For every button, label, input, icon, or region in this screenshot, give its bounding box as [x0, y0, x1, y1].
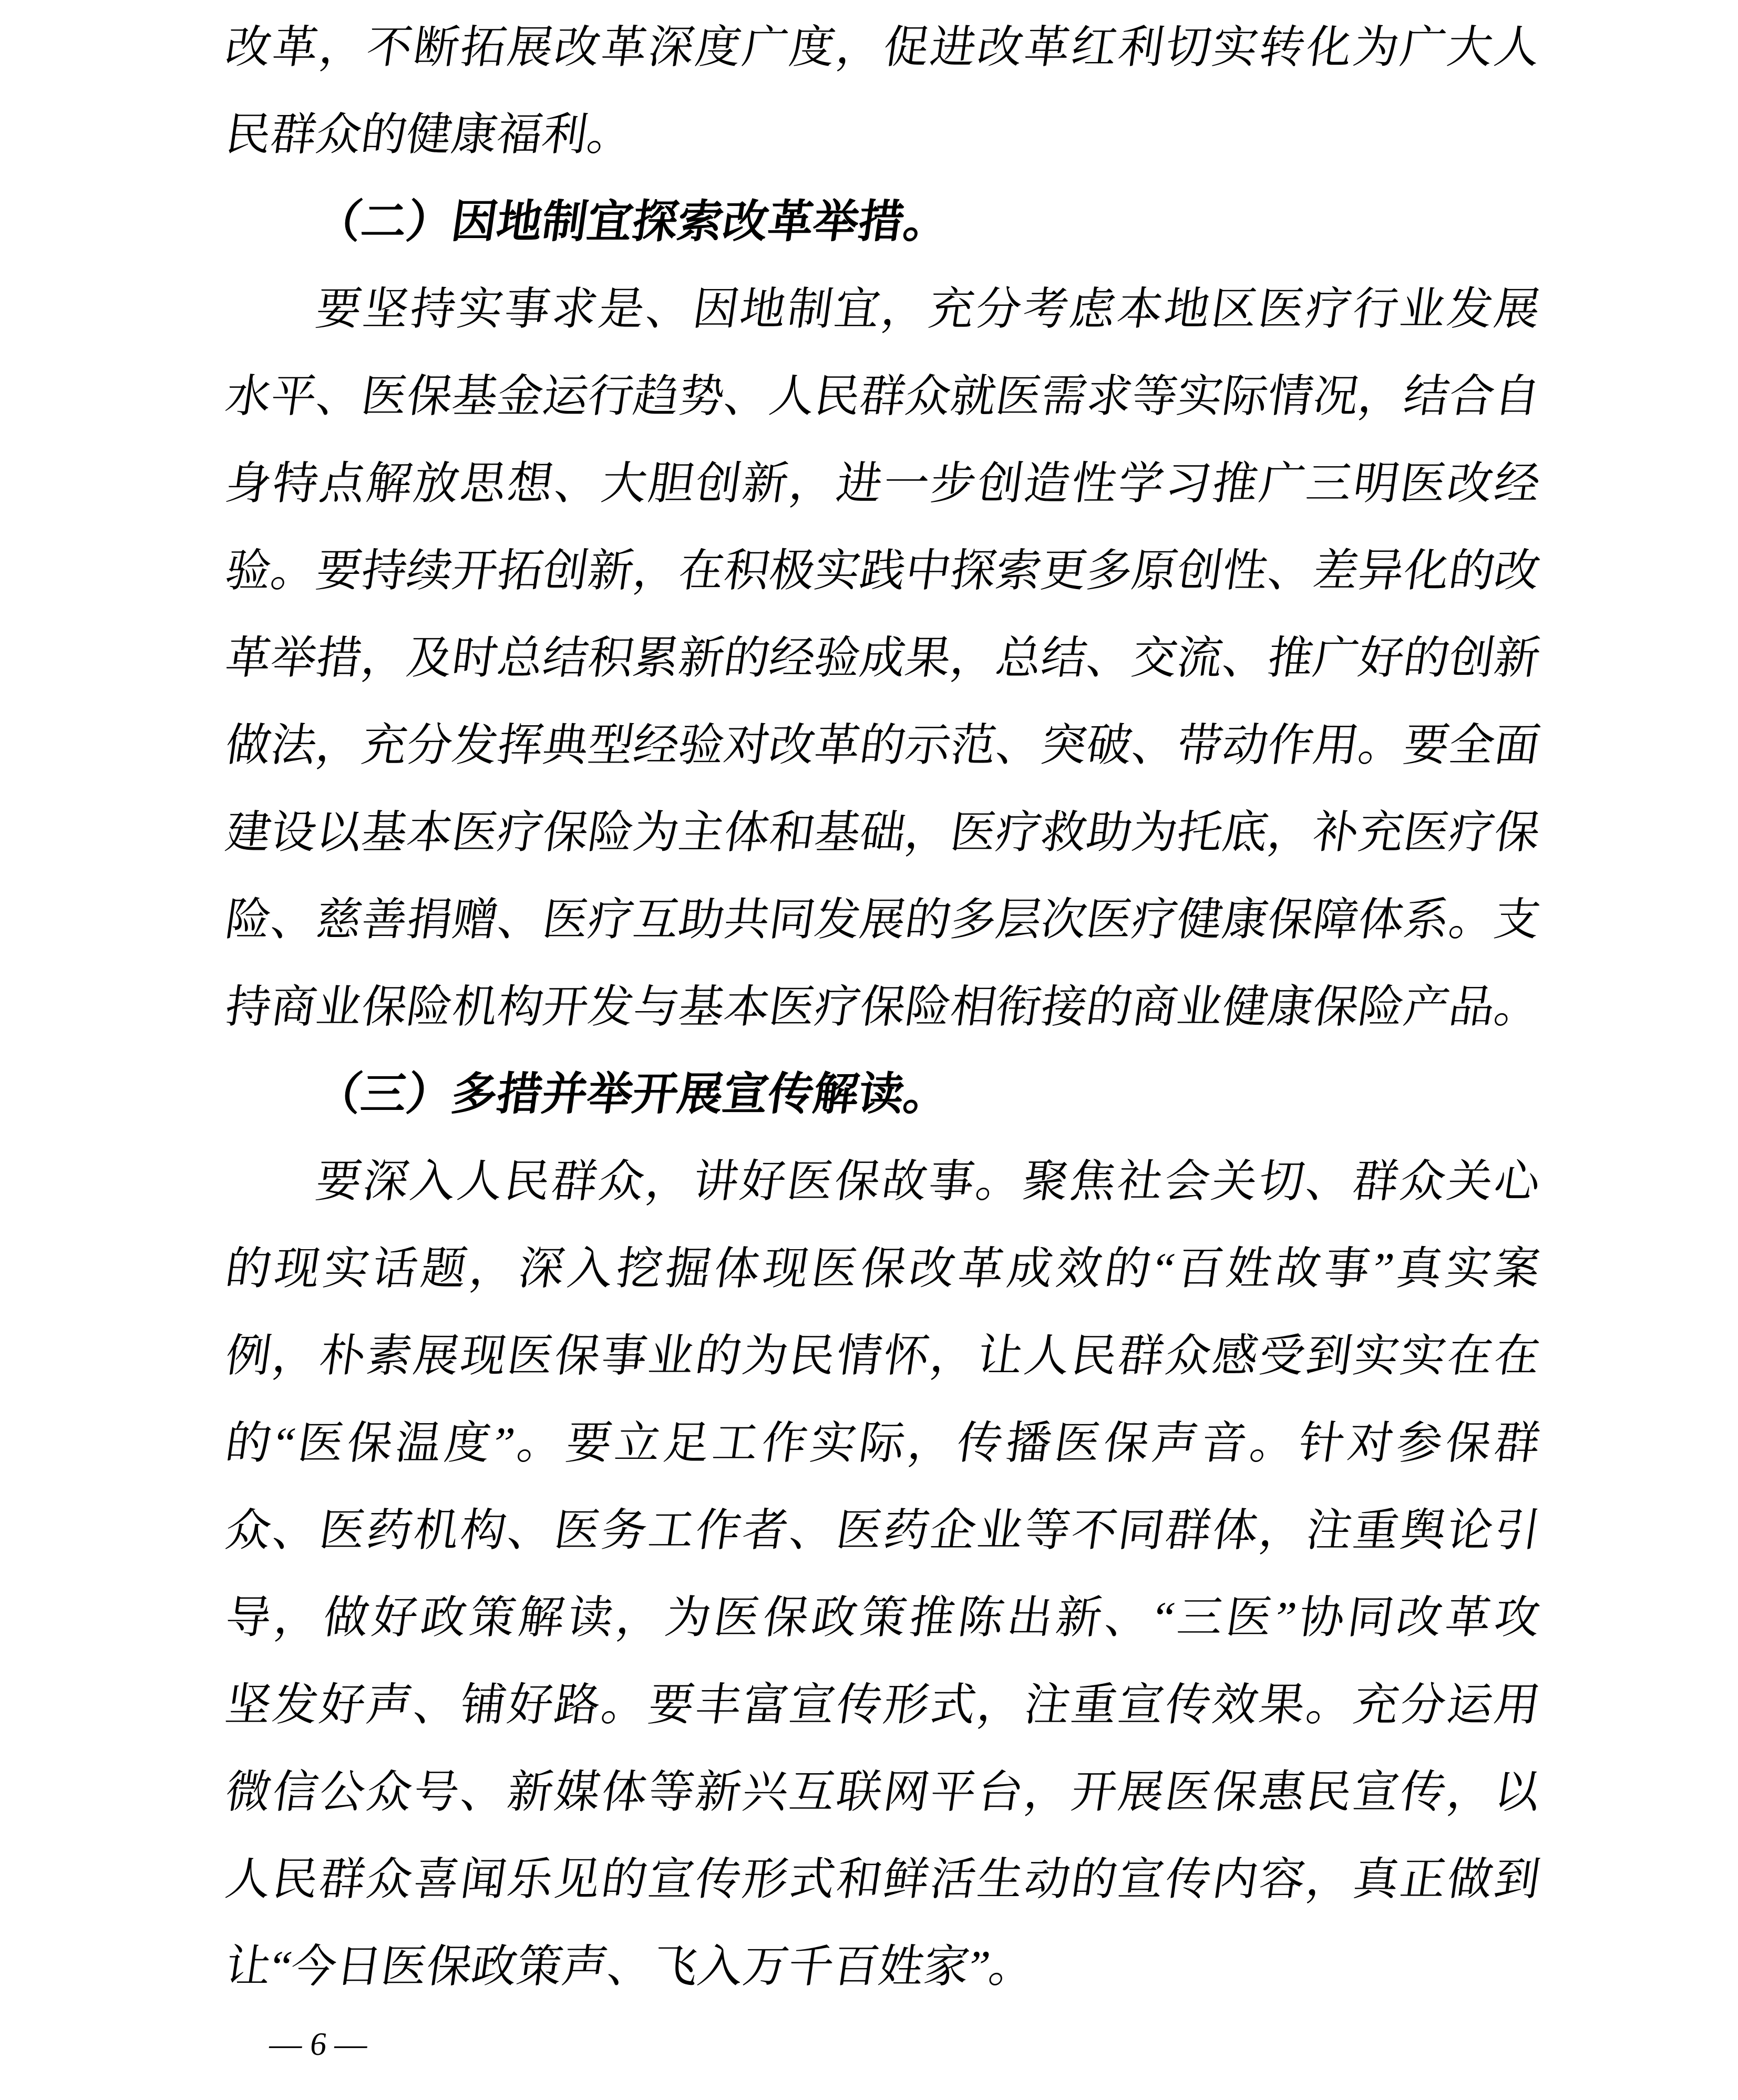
- footer-page-number: — 6 —: [267, 2026, 370, 2062]
- text-line: 要深入人民群众，讲好医保故事。聚焦社会关切、群众关心: [313, 1156, 1544, 1207]
- text-line: 建设以基本医疗保险为主体和基础，医疗救助为托底，补充医疗保: [222, 807, 1544, 858]
- text-line: 验。要持续开拓创新，在积极实践中探索更多原创性、差异化的改: [222, 545, 1544, 596]
- text-line: 例，朴素展现医保事业的为民情怀，让人民群众感受到实实在在: [222, 1331, 1544, 1381]
- text-line: 做法，充分发挥典型经验对改革的示范、突破、带动作用。要全面: [222, 720, 1544, 770]
- text-line: 持商业保险机构开发与基本医疗保险相衔接的商业健康保险产品。: [222, 982, 1544, 1032]
- text-line: 水平、医保基金运行趋势、人民群众就医需求等实际情况，结合自: [222, 371, 1544, 421]
- text-line: 人民群众喜闻乐见的宣传形式和鲜活生动的宣传内容，真正做到: [222, 1854, 1544, 1905]
- text-line: 让“今日医保政策声、飞入万千百姓家”。: [222, 1941, 1038, 1992]
- text-line: 革举措，及时总结积累新的经验成果，总结、交流、推广好的创新: [222, 633, 1544, 683]
- text-line: 众、医药机构、医务工作者、医药企业等不同群体，注重舆论引: [222, 1505, 1544, 1556]
- page-footer: [263, 2001, 373, 2088]
- text-line: 导，做好政策解读，为医保政策推陈出新、“三医”协同改革攻: [222, 1592, 1544, 1643]
- text-line: 改革，不断拓展改革深度广度，促进改革红利切实转化为广大人: [222, 22, 1544, 73]
- text-line: 坚发好声、铺好路。要丰富宣传形式，注重宣传效果。充分运用: [222, 1680, 1544, 1730]
- text-line: 身特点解放思想、大胆创新，进一步创造性学习推广三明医改经: [222, 458, 1544, 509]
- section-heading: （三）多措并举开展宣传解读。: [313, 1069, 953, 1119]
- text-line: 的“医保温度”。要立足工作实际，传播医保声音。针对参保群: [222, 1418, 1544, 1468]
- text-line: 民群众的健康福利。: [222, 109, 636, 160]
- text-line: 的现实话题，深入挖掘体现医保改革成效的“百姓故事”真实案: [222, 1243, 1544, 1294]
- text-line: 险、慈善捐赠、医疗互助共同发展的多层次医疗健康保障体系。支: [222, 894, 1544, 945]
- section-heading: （二）因地制宜探索改革举措。: [313, 197, 953, 247]
- body-text: [222, 4, 1544, 2010]
- text-line: 要坚持实事求是、因地制宜，充分考虑本地区医疗行业发展: [313, 284, 1544, 334]
- text-line: 微信公众号、新媒体等新兴互联网平台，开展医保惠民宣传，以: [222, 1767, 1544, 1817]
